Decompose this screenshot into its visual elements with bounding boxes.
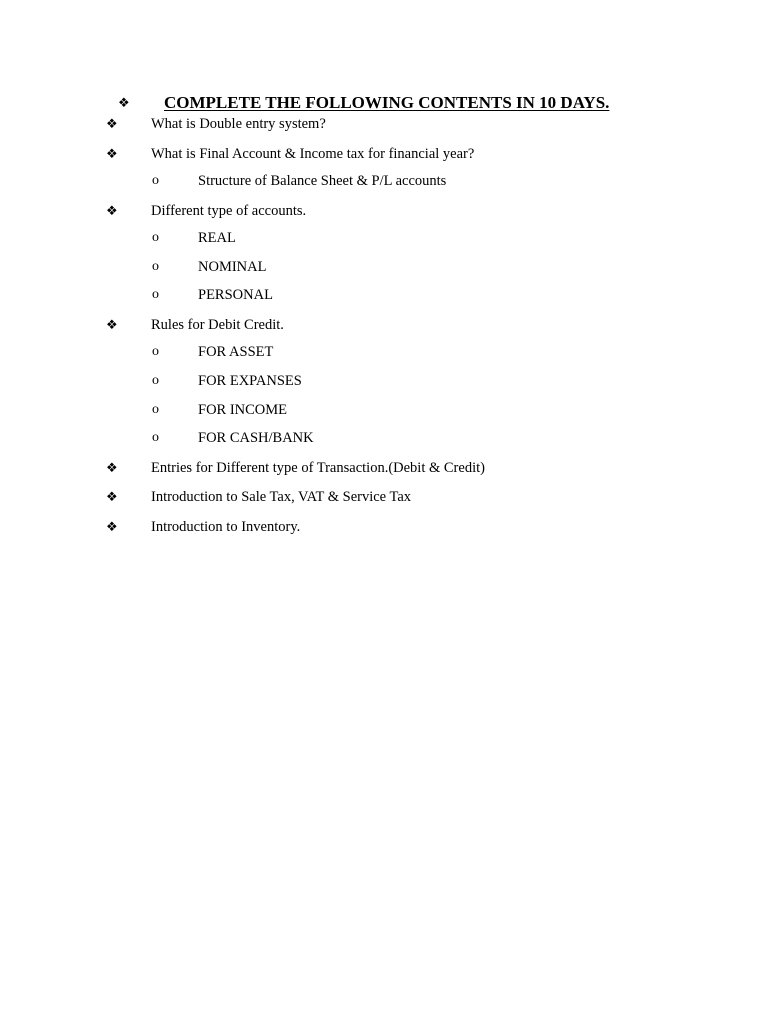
- sub-list-item: [152, 428, 314, 448]
- list-item: [106, 315, 284, 335]
- diamond-bullet-icon: ❖: [118, 95, 130, 110]
- list-item: [106, 458, 485, 478]
- circle-bullet-icon: o: [152, 259, 159, 274]
- circle-bullet-icon: o: [152, 344, 159, 359]
- sub-list-item: [152, 342, 273, 362]
- list-item-text: Introduction to Sale Tax, VAT & Service Tax: [151, 489, 412, 505]
- list-item-text: What is Double entry system?: [151, 116, 326, 132]
- sub-list-item: [152, 228, 236, 248]
- sub-list-item-text: REAL: [198, 230, 236, 246]
- list-item-text: Rules for Debit Credit.: [151, 317, 284, 333]
- circle-bullet-icon: o: [152, 430, 159, 445]
- circle-bullet-icon: o: [152, 373, 159, 388]
- sub-list-item-text: FOR ASSET: [198, 344, 274, 360]
- diamond-bullet-icon: ❖: [106, 489, 118, 504]
- diamond-bullet-icon: ❖: [106, 116, 118, 131]
- list-item: [106, 114, 326, 134]
- sub-list-item-text: PERSONAL: [198, 287, 273, 303]
- circle-bullet-icon: o: [152, 402, 159, 417]
- list-item: [106, 144, 474, 164]
- sub-list-item-text: FOR INCOME: [198, 402, 288, 418]
- sub-list-item: [152, 171, 446, 191]
- sub-list-item-text: NOMINAL: [198, 259, 267, 275]
- list-item: [106, 487, 411, 507]
- diamond-bullet-icon: ❖: [106, 146, 118, 161]
- circle-bullet-icon: o: [152, 287, 159, 302]
- sub-list-item-text: FOR CASH/BANK: [198, 430, 314, 446]
- document-heading: [118, 92, 609, 114]
- diamond-bullet-icon: ❖: [106, 460, 118, 475]
- heading-title: COMPLETE THE FOLLOWING CONTENTS IN 10 DAYS.: [164, 93, 610, 112]
- sub-list-item: [152, 257, 266, 277]
- list-item-text: Entries for Different type of Transaction.(Debit & Credit): [151, 460, 485, 476]
- sub-list-item: [152, 285, 273, 305]
- sub-list-item: [152, 371, 302, 391]
- circle-bullet-icon: o: [152, 230, 159, 245]
- sub-list-item-text: Structure of Balance Sheet & P/L accounts: [198, 173, 447, 189]
- sub-list-item-text: FOR EXPANSES: [198, 373, 302, 389]
- diamond-bullet-icon: ❖: [106, 203, 118, 218]
- diamond-bullet-icon: ❖: [106, 519, 118, 534]
- circle-bullet-icon: o: [152, 173, 159, 188]
- list-item-text: Introduction to Inventory.: [151, 519, 301, 535]
- sub-list-item: [152, 400, 287, 420]
- list-item: [106, 517, 300, 537]
- list-item: [106, 201, 306, 221]
- list-item-text: What is Final Account & Income tax for financial year?: [151, 146, 475, 162]
- list-item-text: Different type of accounts.: [151, 203, 307, 219]
- diamond-bullet-icon: ❖: [106, 317, 118, 332]
